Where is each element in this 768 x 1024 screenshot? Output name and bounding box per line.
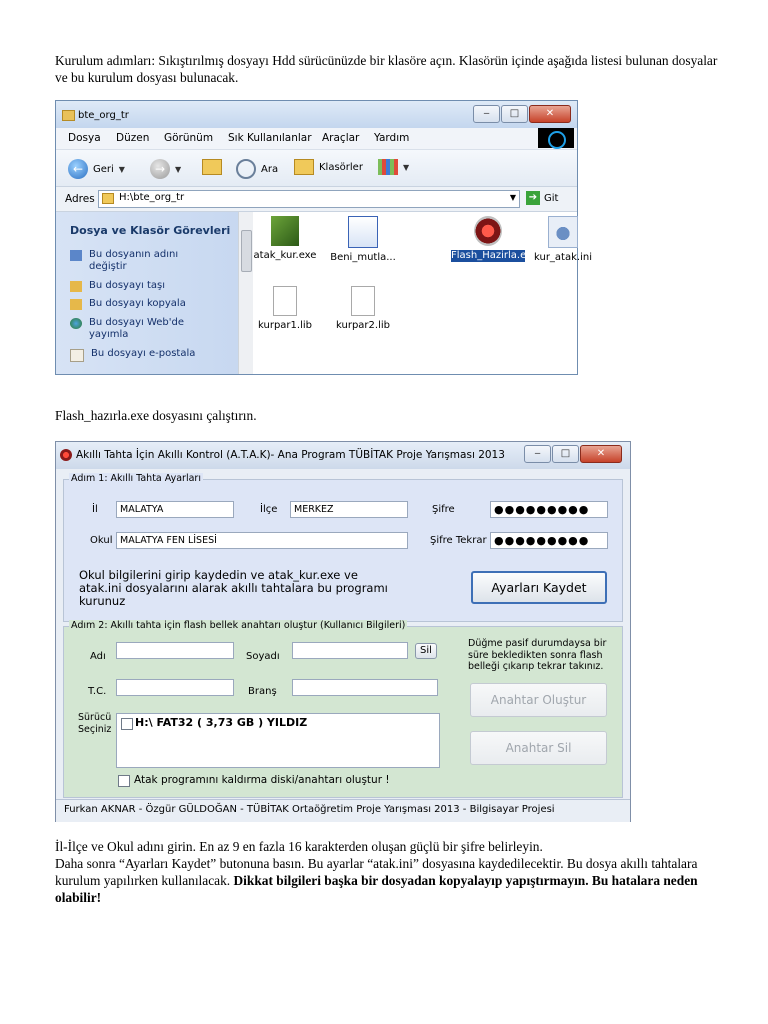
back-label: Geri: [93, 163, 114, 175]
menu-dosya[interactable]: Dosya: [68, 132, 101, 144]
uninstall-checkbox[interactable]: [118, 775, 130, 787]
drive-list[interactable]: [116, 713, 440, 768]
warning-text: Dikkat bilgileri başka bir dosyadan kopyalayıp yapıştırmayın. Bu hatalara neden olabilir!: [55, 873, 698, 905]
file-name: kurpar2.lib: [336, 320, 390, 331]
close-button[interactable]: ✕: [529, 105, 571, 123]
sil-button[interactable]: Sil: [415, 643, 437, 659]
folder-icon: [102, 193, 114, 204]
soyad-label: Soyadı: [246, 651, 280, 662]
menu-yardim[interactable]: Yardım: [374, 132, 410, 144]
key-group-label: Adım 2: Akıllı tahta için flash bellek anahtarı oluştur (Kullanıcı Bilgileri): [71, 620, 406, 631]
envelope-icon: [70, 349, 84, 362]
file-name: atak_kur.exe: [253, 250, 317, 261]
file-name: Flash_Hazirla.exe: [451, 250, 538, 261]
task-move[interactable]: [70, 280, 165, 292]
file-name: kurpar1.lib: [258, 320, 312, 331]
tc-label: T.C.: [88, 686, 107, 697]
up-folder-button[interactable]: [202, 159, 222, 175]
ilce-input[interactable]: MERKEZ: [290, 501, 408, 518]
il-input[interactable]: MALATYA: [116, 501, 234, 518]
file-kurpar2[interactable]: [323, 286, 403, 332]
minimize-button[interactable]: ‒: [473, 105, 500, 123]
task-pane: [56, 212, 252, 374]
task-copy[interactable]: [70, 298, 186, 310]
atak-dialog: [55, 441, 631, 822]
folder-icon: [294, 159, 314, 175]
sifre-label: Şifre: [432, 504, 455, 515]
generic-file-icon: [273, 286, 297, 316]
file-name: Beni_mutla...: [330, 252, 396, 263]
move-icon: [70, 281, 82, 292]
search-button[interactable]: [236, 159, 278, 179]
search-icon: [236, 159, 256, 179]
task-pane-header: Dosya ve Klasör Görevleri: [70, 224, 231, 237]
uninstall-label: Atak programını kaldırma diski/anahtarı oluştur !: [134, 774, 390, 786]
menu-araclar[interactable]: Araçlar: [322, 132, 360, 144]
toolbar: [56, 150, 577, 187]
task-label: Bu dosyayı e-postala: [91, 348, 196, 359]
file-kurpar1[interactable]: [245, 286, 325, 332]
menu-duzen[interactable]: Düzen: [116, 132, 150, 144]
explorer-screenshot: [55, 100, 592, 375]
ilce-label: İlçe: [260, 504, 278, 515]
folder-icon: [62, 110, 75, 121]
drive-checkbox[interactable]: [121, 718, 133, 730]
menu-favorites[interactable]: Sık Kullanılanlar: [228, 132, 312, 144]
copy-icon: [70, 299, 82, 310]
go-label: Git: [544, 192, 559, 204]
generic-file-icon: [351, 286, 375, 316]
delete-key-button[interactable]: Anahtar Sil: [470, 731, 607, 765]
menu-gorunum[interactable]: Görünüm: [164, 132, 214, 144]
settings-group-label: Adım 1: Akıllı Tahta Ayarları: [71, 473, 201, 484]
folders-label: Klasörler: [319, 161, 363, 173]
close-button[interactable]: ✕: [580, 445, 622, 463]
forward-button[interactable]: [150, 159, 181, 179]
file-list: [253, 212, 592, 374]
chevron-down-icon: ▼: [118, 164, 125, 174]
il-label: İl: [92, 504, 98, 515]
chevron-down-icon[interactable]: ▼: [509, 193, 516, 202]
chevron-down-icon: ▼: [175, 164, 182, 174]
drive-item-label: H:\ FAT32 ( 3,73 GB ) YILDIZ: [135, 716, 308, 729]
info-text: Okul bilgilerini girip kaydedin ve atak_kur.exe ve atak.ini dosyalarını alarak akıllı tahtalara bu programı kurunuz: [79, 568, 388, 608]
forward-arrow-icon: →: [150, 159, 170, 179]
tc-input[interactable]: [116, 679, 234, 696]
menu-bar: [56, 128, 577, 150]
explorer-titlebar: [56, 101, 577, 128]
exe-file-icon: [271, 216, 299, 246]
hint-text: Düğme pasif durumdaysa bir süre bekledikten sonra flash belleği çıkarıp tekrar takınız.: [468, 638, 607, 672]
address-input[interactable]: [98, 190, 520, 208]
task-email[interactable]: [70, 348, 195, 362]
intro-paragraph: Kurulum adımları: Sıkıştırılmış dosyayı Hdd sürücünüzde bir klasöre açın. Klasörün içinde aşağıda listesi bulunan dosyalar ve bu kurulum dosyası bulunacak.: [55, 53, 718, 85]
brans-input[interactable]: [292, 679, 438, 696]
bottom-line-2: Daha sonra “Ayarları Kaydet” butonuna basın. Bu ayarlar “atak.ini” dosyasına kaydedilecektir. Bu dosya akıllı tahtalara kurulum yapılırken kullanılacak.: [55, 856, 698, 888]
windows-logo-icon: [538, 128, 574, 148]
step-paragraph: Flash_hazırla.exe dosyasını çalıştırın.: [55, 408, 257, 423]
sifre-tekrar-label: Şifre Tekrar: [430, 535, 487, 546]
status-text: Furkan AKNAR - Özgür GÜLDOĞAN - TÜBİTAK Ortaöğretim Proje Yarışması 2013 - Bilgisayar Projesi: [64, 804, 555, 815]
go-button[interactable]: [526, 191, 558, 205]
chevron-down-icon: ▼: [403, 162, 410, 172]
soyad-input[interactable]: [292, 642, 408, 659]
explorer-title: bte_org_tr: [78, 110, 129, 121]
atak-title: Akıllı Tahta İçin Akıllı Kontrol (A.T.A.K)- Ana Program TÜBİTAK Proje Yarışması 2013: [76, 449, 505, 461]
search-label: Ara: [261, 163, 279, 175]
back-button[interactable]: [68, 159, 125, 179]
ad-label: Adı: [90, 651, 106, 662]
rename-icon: [70, 250, 82, 261]
file-kur-atak-ini[interactable]: [523, 216, 603, 264]
key-group: [63, 620, 623, 798]
maximize-button[interactable]: □: [501, 105, 528, 123]
sifre-tekrar-input[interactable]: ●●●●●●●●●: [490, 532, 608, 549]
address-bar: [56, 187, 577, 212]
atak-titlebar: [56, 442, 630, 469]
status-bar: [56, 799, 630, 822]
task-rename[interactable]: [70, 249, 199, 273]
views-icon: [378, 159, 398, 175]
ini-settings-icon: [548, 216, 578, 248]
okul-label: Okul: [90, 535, 113, 546]
app-icon: [60, 449, 72, 461]
file-flash-hazirla[interactable]: [451, 216, 538, 262]
drive-label: Sürücü Seçiniz: [78, 712, 112, 735]
task-label: Bu dosyanın adını değiştir: [89, 249, 179, 272]
task-publish-web[interactable]: [70, 317, 199, 341]
task-label: Bu dosyayı taşı: [89, 280, 166, 291]
views-button[interactable]: [378, 159, 409, 175]
globe-icon: [70, 318, 82, 329]
ad-input[interactable]: [116, 642, 234, 659]
save-settings-button[interactable]: Ayarları Kaydet: [471, 571, 607, 604]
address-label: Adres: [65, 193, 95, 205]
address-value: H:\bte_org_tr: [119, 192, 185, 203]
flash-app-icon: [474, 216, 502, 246]
task-label: Bu dosyayı kopyala: [89, 298, 186, 309]
brans-label: Branş: [248, 686, 277, 697]
settings-group: [63, 473, 623, 622]
create-key-button[interactable]: Anahtar Oluştur: [470, 683, 607, 717]
file-name: kur_atak.ini: [534, 252, 592, 263]
maximize-button[interactable]: □: [552, 445, 579, 463]
okul-input[interactable]: MALATYA FEN LİSESİ: [116, 532, 408, 549]
folders-button[interactable]: [294, 159, 363, 175]
bottom-paragraph: [55, 838, 720, 906]
word-document-icon: [348, 216, 378, 248]
file-beni-mutla[interactable]: [323, 216, 403, 264]
minimize-button[interactable]: ‒: [524, 445, 551, 463]
bottom-line-1: İl-İlçe ve Okul adını girin. En az 9 en fazla 16 karakterden oluşan güçlü bir şifre belirleyin.: [55, 839, 543, 854]
file-atak-kur[interactable]: [245, 216, 325, 262]
up-folder-icon: [202, 159, 222, 175]
sifre-input[interactable]: ●●●●●●●●●: [490, 501, 608, 518]
go-arrow-icon: ➔: [526, 191, 540, 205]
back-arrow-icon: ←: [68, 159, 88, 179]
task-label: Bu dosyayı Web'de yayımla: [89, 317, 185, 340]
